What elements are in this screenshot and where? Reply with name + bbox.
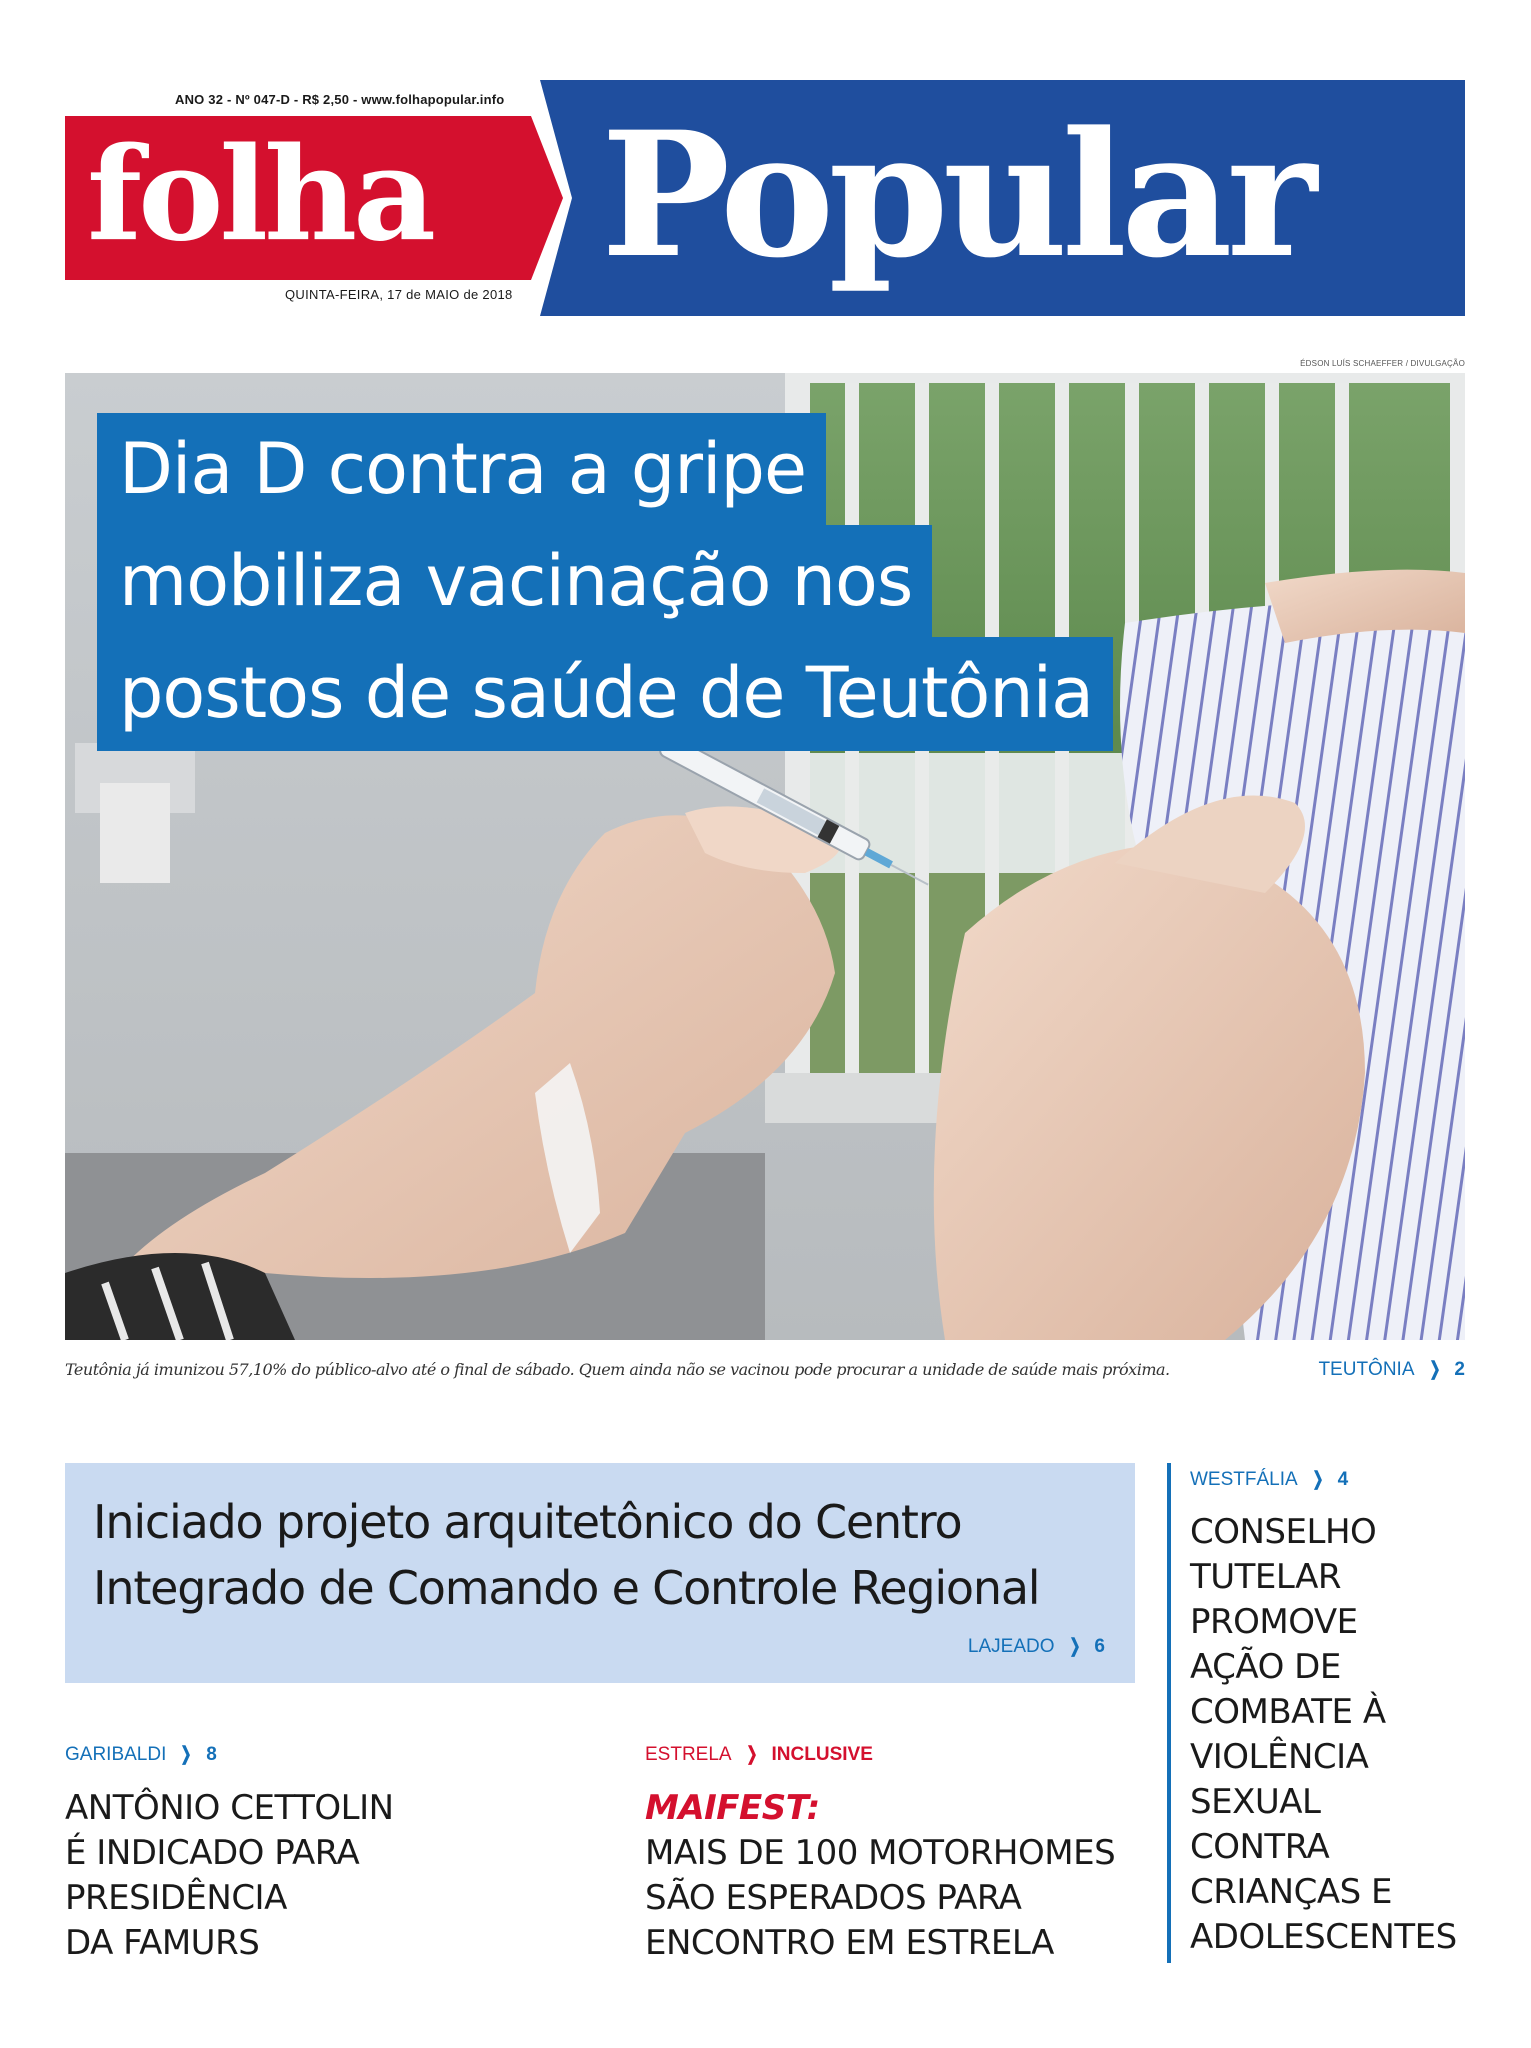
headline-line: ADOLESCENTES bbox=[1190, 1917, 1457, 1957]
secondary-story-page-ref[interactable] bbox=[968, 1635, 1105, 1658]
main-headline-line-1[interactable]: Dia D contra a gripe bbox=[97, 413, 826, 525]
main-headline-line-2[interactable]: mobiliza vacinação nos bbox=[97, 525, 932, 637]
headline-line: É INDICADO PARA bbox=[65, 1833, 360, 1873]
headline-line: SÃO ESPERADOS PARA bbox=[645, 1878, 1022, 1918]
westfalia-kicker[interactable] bbox=[1190, 1468, 1348, 1491]
headline-line: ANTÔNIO CETTOLIN bbox=[65, 1788, 394, 1828]
headline-line: PROMOVE bbox=[1190, 1602, 1358, 1642]
westfalia-headline[interactable] bbox=[1190, 1510, 1457, 1960]
estrela-kicker[interactable] bbox=[645, 1743, 873, 1766]
headline-line: CONSELHO bbox=[1190, 1512, 1377, 1552]
photo-caption: Teutônia já imunizou 57,10% do público-alvo até o final de sábado. Quem ainda não se vacinou pode procurar a unidade de saúde mais próxima. bbox=[65, 1360, 1170, 1379]
chevron-right-icon: ❯ bbox=[1428, 1359, 1441, 1380]
column-divider bbox=[1167, 1463, 1171, 1963]
main-headline-line-3[interactable]: postos de saúde de Teutônia bbox=[97, 637, 1113, 751]
headline-line: DA FAMURS bbox=[65, 1923, 260, 1963]
logo-folha: folha bbox=[87, 120, 433, 270]
main-photo[interactable] bbox=[65, 373, 1465, 1340]
chevron-right-icon: ❯ bbox=[1312, 1469, 1324, 1490]
tag-label: INCLUSIVE bbox=[771, 1744, 873, 1765]
masthead bbox=[65, 80, 1465, 316]
section-label: WESTFÁLIA bbox=[1190, 1469, 1298, 1490]
headline-line: MAIS DE 100 MOTORHOMES bbox=[645, 1833, 1116, 1873]
headline-lead: MAIFEST: bbox=[645, 1788, 820, 1828]
headline-line: CONTRA bbox=[1190, 1827, 1330, 1867]
headline-line: VIOLÊNCIA bbox=[1190, 1737, 1369, 1777]
page-number: 4 bbox=[1337, 1469, 1349, 1490]
estrela-headline[interactable] bbox=[645, 1786, 1115, 1966]
page-number: 6 bbox=[1094, 1636, 1105, 1657]
photo-credit: ÉDSON LUÍS SCHAEFFER / DIVULGAÇÃO bbox=[1300, 359, 1465, 368]
secondary-story-box[interactable] bbox=[65, 1463, 1135, 1683]
secondary-headline-line-2: Integrado de Comando e Controle Regional bbox=[93, 1561, 1040, 1615]
chevron-right-icon: ❯ bbox=[1068, 1636, 1081, 1657]
secondary-headline-line-1: Iniciado projeto arquitetônico do Centro bbox=[93, 1495, 962, 1549]
headline-line: TUTELAR bbox=[1190, 1557, 1342, 1597]
garibaldi-kicker[interactable] bbox=[65, 1743, 217, 1766]
section-label: GARIBALDI bbox=[65, 1744, 167, 1765]
secondary-headline[interactable] bbox=[93, 1489, 1039, 1621]
headline-line: AÇÃO DE bbox=[1190, 1647, 1341, 1687]
edition-info: ANO 32 - Nº 047-D - R$ 2,50 - www.folhapopular.info bbox=[175, 92, 505, 107]
section-label: ESTRELA bbox=[645, 1744, 732, 1765]
headline-line: CRIANÇAS E bbox=[1190, 1872, 1392, 1912]
chevron-right-icon: ❯ bbox=[180, 1744, 192, 1765]
section-label: LAJEADO bbox=[967, 1636, 1055, 1657]
headline-line: PRESIDÊNCIA bbox=[65, 1878, 287, 1918]
logo-popular: Popular bbox=[601, 93, 1312, 296]
headline-line: ENCONTRO EM ESTRELA bbox=[645, 1923, 1054, 1963]
main-story-page-ref[interactable] bbox=[1318, 1358, 1465, 1381]
chevron-right-icon: ❯ bbox=[745, 1744, 758, 1765]
garibaldi-headline[interactable] bbox=[65, 1786, 394, 1966]
section-label: TEUTÔNIA bbox=[1318, 1359, 1415, 1380]
page-number: 8 bbox=[206, 1744, 217, 1765]
page-number: 2 bbox=[1454, 1359, 1465, 1380]
headline-line: SEXUAL bbox=[1190, 1782, 1321, 1822]
issue-date: QUINTA-FEIRA, 17 de MAIO de 2018 bbox=[285, 287, 513, 302]
photo-caption-row bbox=[65, 1360, 1465, 1384]
headline-line: COMBATE À bbox=[1190, 1692, 1386, 1732]
